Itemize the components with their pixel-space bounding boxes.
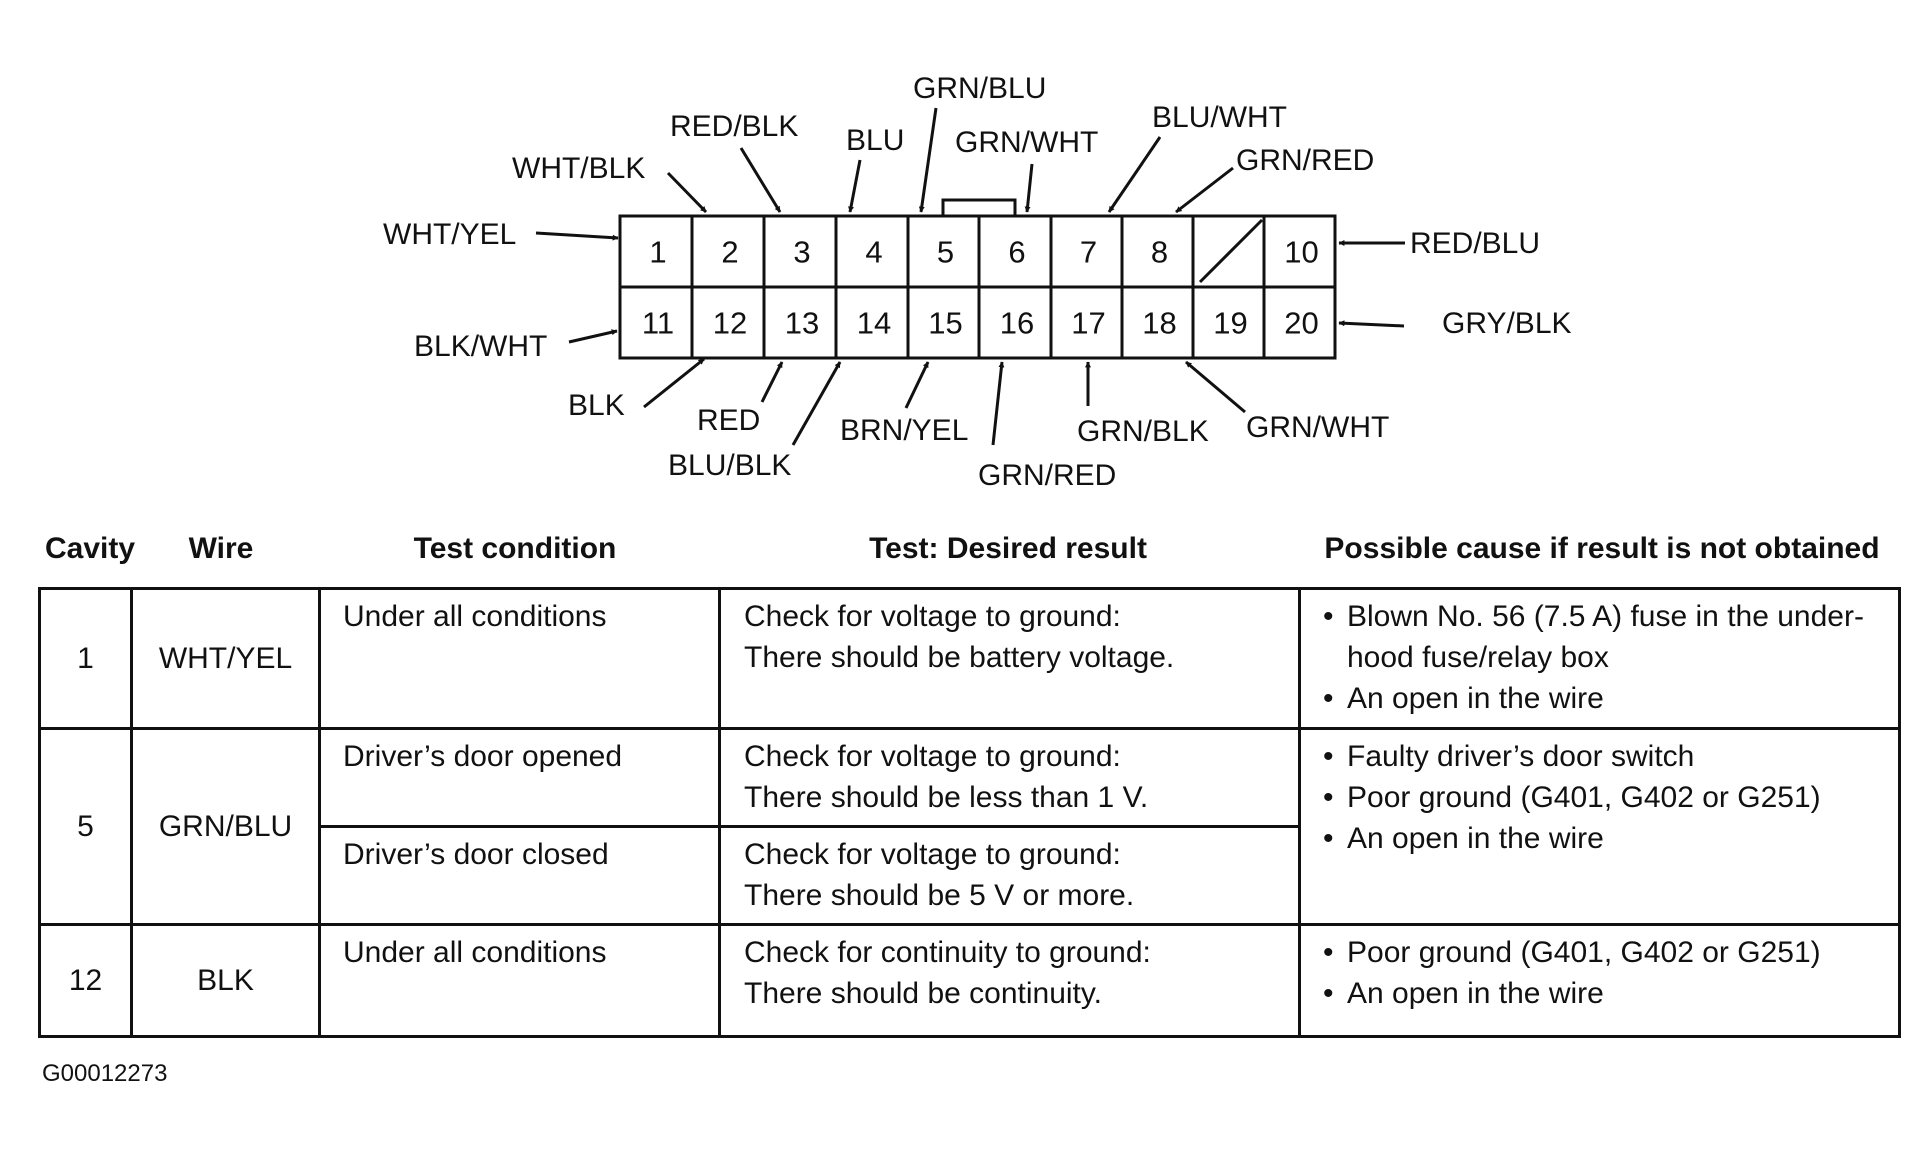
wire-leader-arrow: [762, 362, 782, 402]
table-row: [40, 925, 1900, 1037]
condition-cell: Under all conditions: [320, 589, 720, 729]
header-test-condition: Test condition: [413, 532, 617, 565]
cavity-number: 12: [712, 305, 748, 341]
cavity-cell: 5: [40, 729, 132, 925]
result-cell: [720, 729, 1300, 827]
cavity-number: 8: [1150, 234, 1169, 270]
cause-item: • An open in the wire: [1323, 818, 1898, 859]
result-line: Check for voltage to ground:: [744, 600, 1121, 633]
wire-leader-arrow: [906, 362, 928, 408]
wire-label: GRN/WHT: [1246, 411, 1390, 444]
wire-label: GRN/BLK: [1077, 415, 1209, 448]
wire-label: RED: [697, 404, 761, 437]
result-line: There should be less than 1 V.: [744, 781, 1149, 814]
wire-cell: GRN/BLU: [132, 729, 320, 925]
cavity-number: 20: [1284, 305, 1319, 341]
cavity-cell: 1: [40, 589, 132, 729]
cavity-number: 16: [999, 305, 1035, 341]
wire-label: GRN/RED: [978, 459, 1117, 492]
wire-label: GRN/WHT: [955, 126, 1099, 159]
wire-cell: WHT/YEL: [132, 589, 320, 729]
wire-label: BRN/YEL: [840, 414, 969, 447]
cavity-number: 3: [793, 234, 811, 270]
cavity-number: 4: [865, 234, 883, 270]
wire-label: BLK: [568, 389, 625, 422]
wire-leader-arrow: [741, 148, 780, 212]
result-cell: [720, 589, 1300, 729]
cavity-number: 13: [784, 305, 820, 341]
cavity-number: 5: [936, 234, 955, 270]
cause-item: • An open in the wire: [1323, 973, 1898, 1014]
cause-item: • Blown No. 56 (7.5 A) fuse in the under-hood fuse/relay box: [1323, 596, 1867, 678]
cavity-number: 15: [928, 305, 963, 341]
cavity-number: 7: [1079, 234, 1098, 270]
condition-cell: Driver’s door opened: [320, 729, 720, 827]
wire-leader-arrow: [1339, 323, 1404, 326]
wire-leader-arrow: [850, 160, 860, 212]
wire-label: GRN/RED: [1236, 144, 1375, 177]
cause-cell: [1300, 589, 1900, 729]
wire-label: GRN/BLU: [913, 72, 1047, 105]
cavity-cell: 12: [40, 925, 132, 1037]
cavity-number: 10: [1284, 234, 1319, 270]
wire-label: BLU/WHT: [1152, 101, 1287, 134]
header-cavity: Cavity: [44, 532, 136, 565]
wire-leader-arrow: [668, 173, 706, 212]
wire-leader-arrow: [993, 362, 1002, 445]
connector-diagram: [0, 0, 1924, 520]
result-line: Check for voltage to ground:: [744, 838, 1121, 871]
cavity-number: 18: [1142, 305, 1177, 341]
figure-id: G00012273: [42, 1060, 168, 1087]
cause-item: • Poor ground (G401, G402 or G251): [1323, 777, 1898, 818]
table-row: [40, 729, 1900, 827]
result-line: There should be battery voltage.: [744, 641, 1175, 674]
condition-cell: Under all conditions: [320, 925, 720, 1037]
cause-item: • Faulty driver’s door switch: [1323, 736, 1898, 777]
cavity-number: 1: [649, 234, 667, 270]
table-row: [40, 589, 1900, 729]
cavity-number: 6: [1008, 234, 1026, 270]
result-cell: [720, 925, 1300, 1037]
wire-leader-arrow: [1109, 137, 1160, 212]
header-desired-result: Test: Desired result: [869, 532, 1147, 565]
wire-label: WHT/YEL: [383, 218, 517, 251]
wire-leader-arrow: [569, 331, 617, 342]
wire-leader-arrow: [793, 362, 840, 445]
wire-label: BLU/BLK: [668, 449, 792, 482]
wire-label: BLK/WHT: [414, 330, 548, 363]
wire-leader-arrow: [1186, 362, 1245, 412]
result-line: Check for voltage to ground:: [744, 740, 1121, 773]
result-line: There should be 5 V or more.: [744, 879, 1135, 912]
test-table: [38, 587, 1901, 1038]
wire-leader-arrow: [1027, 164, 1032, 212]
wire-cell: BLK: [132, 925, 320, 1037]
result-cell: [720, 827, 1300, 925]
result-line: There should be continuity.: [744, 977, 1102, 1010]
cause-item: • An open in the wire: [1323, 678, 1898, 719]
connector-locking-tab: [943, 200, 1015, 216]
cavity-number: 14: [856, 305, 892, 341]
header-wire: Wire: [188, 532, 254, 565]
result-line: Check for continuity to ground:: [744, 936, 1151, 969]
cause-cell: [1300, 925, 1900, 1037]
wire-leader-arrow: [644, 359, 704, 407]
wire-label: WHT/BLK: [512, 152, 646, 185]
cause-item: • Poor ground (G401, G402 or G251): [1323, 932, 1898, 973]
header-possible-cause: Possible cause if result is not obtained: [1324, 532, 1880, 565]
wire-label: RED/BLU: [1410, 227, 1541, 260]
wire-leader-arrow: [921, 108, 936, 212]
cause-cell: [1300, 729, 1900, 925]
wire-label: GRY/BLK: [1442, 307, 1572, 340]
wire-leader-arrow: [536, 233, 618, 238]
cavity-number: 19: [1213, 305, 1248, 341]
wire-label: BLU: [846, 124, 905, 157]
wire-label: RED/BLK: [670, 110, 799, 143]
cavity-number: 2: [721, 234, 739, 270]
cavity-number: 11: [641, 305, 675, 341]
condition-cell: Driver’s door closed: [320, 827, 720, 925]
wire-leader-arrow: [1176, 168, 1233, 212]
connector-face: [620, 200, 1335, 358]
cavity-number: 17: [1071, 305, 1106, 341]
